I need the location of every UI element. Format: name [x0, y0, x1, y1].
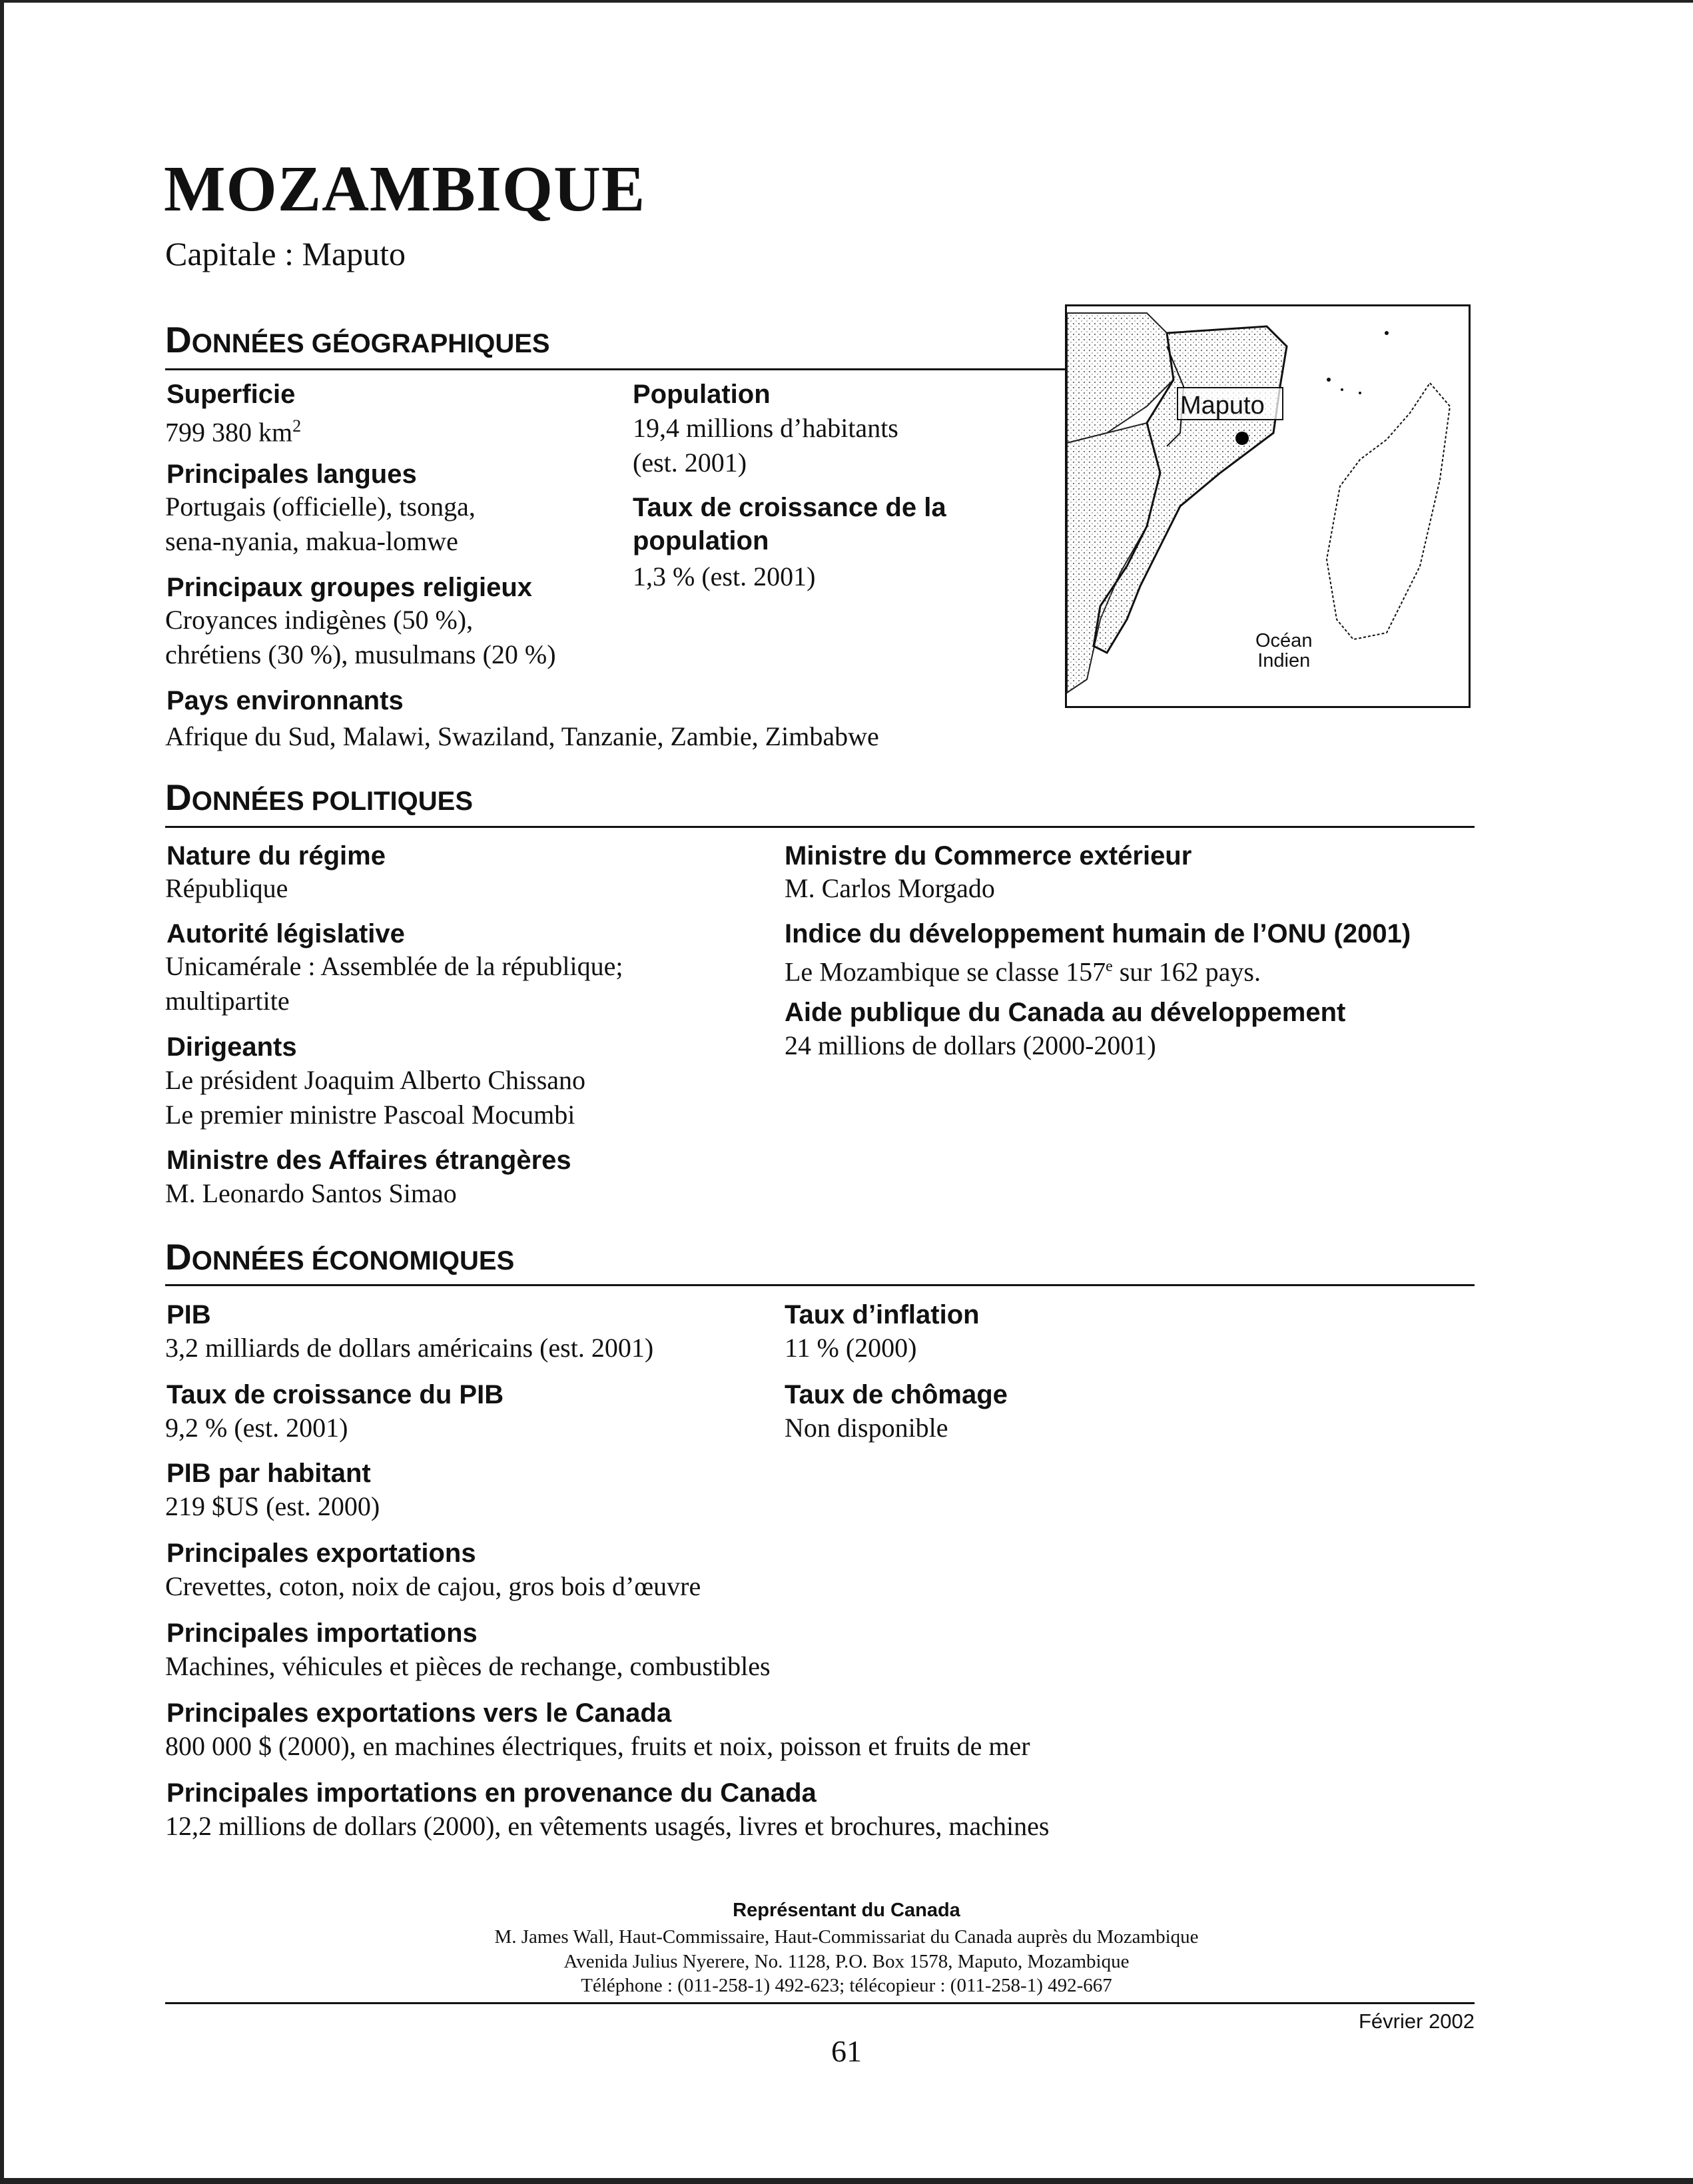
representative-line2: Avenida Julius Nyerere, No. 1128, P.O. Box 1578, Maputo, Mozambique [563, 1951, 1130, 1972]
map-city-marker [1235, 432, 1249, 445]
representative-line1: M. James Wall, Haut-Commissaire, Haut-Commissariat du Canada auprès du Mozambique [494, 1926, 1199, 1948]
superficie-value [165, 409, 301, 450]
map-ocean-label [1255, 631, 1312, 671]
exportations-canada-label: Principales exportations vers le Canada [167, 1698, 672, 1728]
commerce-exterieur-label: Ministre du Commerce extérieur [785, 841, 1192, 871]
representative-title: Représentant du Canada [733, 1900, 960, 1921]
langues-line1: Portugais (officielle), tsonga, [165, 492, 476, 522]
footer-rule [165, 2002, 1475, 2004]
section-rule-economie [165, 1284, 1475, 1286]
dirigeants-line2: Le premier ministre Pascoal Mocumbi [165, 1100, 575, 1130]
dirigeants-line1: Le président Joaquim Alberto Chissano [165, 1065, 586, 1095]
section-heading-economie [165, 1236, 514, 1278]
heading-initial: D [165, 777, 192, 818]
idh-value [785, 949, 1261, 989]
pib-label: PIB [167, 1300, 211, 1329]
pib-habitant-label: PIB par habitant [167, 1459, 371, 1488]
religions-label: Principaux groupes religieux [167, 573, 533, 602]
superficie-exponent: 2 [292, 416, 302, 436]
exportations-canada-value: 800 000 $ (2000), en machines électriques, fruits et noix, poisson et fruits de mer [165, 1731, 1030, 1761]
regime-value: République [165, 873, 288, 903]
dirigeants-label: Dirigeants [167, 1032, 297, 1062]
chomage-label: Taux de chômage [785, 1380, 1008, 1409]
scan-border-bottom [0, 2178, 1693, 2184]
superficie-label: Superficie [167, 380, 296, 409]
religions-line1: Croyances indigènes (50 %), [165, 605, 474, 635]
pib-habitant-value: 219 $US (est. 2000) [165, 1491, 380, 1521]
importations-value: Machines, véhicules et pièces de rechange, combustibles [165, 1651, 771, 1681]
heading-initial: D [165, 1236, 192, 1277]
idh-value-start: Le Mozambique se classe 157 [785, 956, 1106, 987]
map-island [1341, 388, 1343, 391]
aide-canada-label: Aide publique du Canada au développement [785, 998, 1346, 1027]
religions-line2: chrétiens (30 %), musulmans (20 %) [165, 639, 556, 669]
inflation-label: Taux d’inflation [785, 1300, 980, 1329]
location-map [1065, 304, 1471, 708]
ocean-label-line2: Indien [1257, 650, 1311, 671]
capital-line: Capitale : Maputo [165, 235, 406, 272]
pib-value: 3,2 milliards de dollars américains (est. 2001) [165, 1333, 654, 1363]
idh-value-superscript: e [1106, 958, 1113, 975]
publication-date: Février 2002 [1359, 2009, 1475, 2033]
map-city-label: Maputo [1180, 392, 1265, 420]
inflation-value: 11 % (2000) [785, 1333, 917, 1363]
page-number: 61 [831, 2034, 862, 2068]
croissance-pop-label-line1: Taux de croissance de la [633, 493, 946, 522]
section-rule-geographie [165, 368, 1065, 370]
country-title: MOZAMBIQUE [164, 153, 646, 225]
heading-rest: ONNÉES ÉCONOMIQUES [191, 1246, 515, 1275]
importations-canada-value: 12,2 millions de dollars (2000), en vêtements usagés, livres et brochures, machines [165, 1811, 1050, 1841]
exportations-label: Principales exportations [167, 1539, 476, 1568]
exportations-value: Crevettes, coton, noix de cajou, gros bois d’œuvre [165, 1571, 701, 1601]
heading-rest: ONNÉES GÉOGRAPHIQUES [191, 329, 550, 358]
legislatif-line2: multipartite [165, 986, 290, 1016]
commerce-exterieur-value: M. Carlos Morgado [785, 873, 995, 903]
idh-value-end: sur 162 pays. [1112, 956, 1261, 987]
regime-label: Nature du régime [167, 841, 386, 871]
importations-label: Principales importations [167, 1619, 478, 1648]
map-island [1385, 331, 1389, 335]
heading-rest: ONNÉES POLITIQUES [191, 787, 474, 816]
population-label: Population [633, 380, 771, 409]
affaires-etrangeres-value: M. Leonardo Santos Simao [165, 1178, 457, 1208]
voisins-value: Afrique du Sud, Malawi, Swaziland, Tanzanie, Zambie, Zimbabwe [165, 721, 879, 751]
scan-border-left [0, 0, 4, 2184]
importations-canada-label: Principales importations en provenance du Canada [167, 1778, 817, 1808]
chomage-value: Non disponible [785, 1413, 948, 1443]
legislatif-label: Autorité législative [167, 919, 405, 948]
superficie-number: 799 380 km [165, 417, 293, 448]
map-island [1359, 392, 1361, 394]
langues-line2: sena-nyania, makua-lomwe [165, 526, 458, 556]
heading-initial: D [165, 319, 192, 360]
croissance-pop-label-line2: population [633, 526, 769, 555]
croissance-pop-value: 1,3 % (est. 2001) [633, 561, 816, 591]
population-line1: 19,4 millions d’habitants [633, 413, 898, 443]
legislatif-line1: Unicamérale : Assemblée de la république; [165, 951, 623, 981]
idh-label: Indice du développement humain de l’ONU (2001) [785, 919, 1411, 948]
section-rule-politique [165, 826, 1475, 828]
affaires-etrangeres-label: Ministre des Affaires étrangères [167, 1146, 571, 1175]
representative-line3: Téléphone : (011-258-1) 492-623; télécopieur : (011-258-1) 492-667 [581, 1975, 1112, 1996]
ocean-label-line1: Océan [1255, 630, 1313, 651]
population-line2: (est. 2001) [633, 448, 747, 478]
croissance-pib-value: 9,2 % (est. 2001) [165, 1413, 348, 1443]
langues-label: Principales langues [167, 460, 417, 489]
voisins-label: Pays environnants [167, 686, 404, 715]
map-island [1327, 378, 1331, 382]
croissance-pib-label: Taux de croissance du PIB [167, 1380, 504, 1409]
section-heading-geographie [165, 318, 550, 361]
aide-canada-value: 24 millions de dollars (2000-2001) [785, 1030, 1156, 1060]
map-madagascar [1327, 383, 1450, 639]
scan-border-top [0, 0, 1693, 3]
section-heading-politique [165, 776, 473, 819]
